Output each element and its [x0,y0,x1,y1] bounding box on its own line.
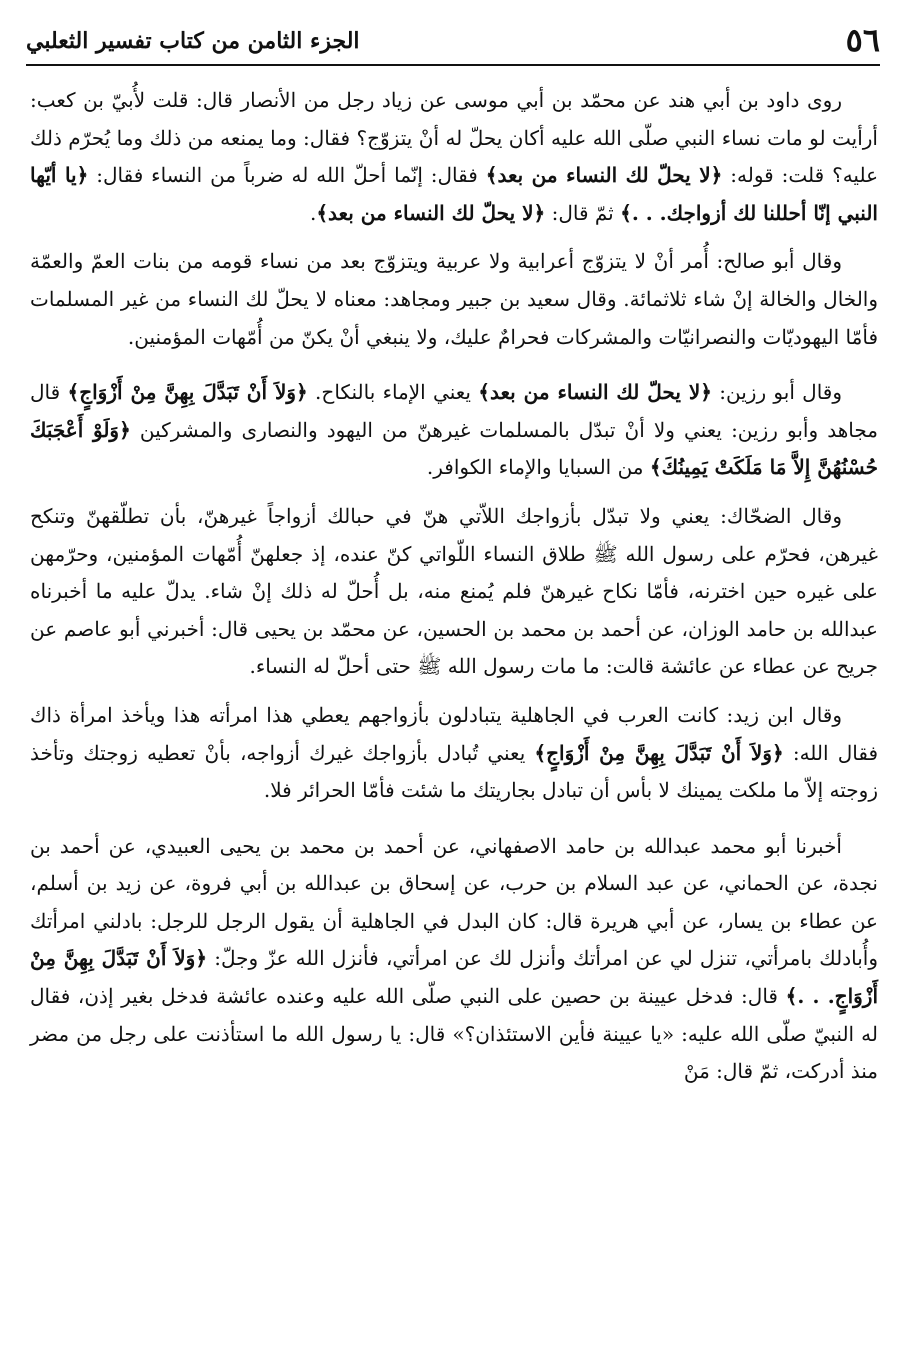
text-segment: أخبرنا أبو محمد عبدالله بن حامد الاصفهاني، عن أحمد بن محمد بن يحيى العبيدي، عن أحمد بن نجدة، عن الحماني، عن عبد السلام بن حرب، عن إسحاق بن عبدالله بن أبي فروة، عن زيد بن أسلم، عن عطاء بن يسار، عن أبي هريرة قال: كان البدل في الجاهلية أن يقول الرجل للرجل: بادلني امرأتك وأُبادلك بامرأتي، تنزل لي عن امرأتك وأنزل لك عن امرأتي، فأنزل الله عزّ وجلّ: [30,833,878,971]
quran-quote: ﴿وَلاَ أَنْ تَبَدَّلَ بِهِنَّ مِنْ أَزْوَاجٍ. . .﴾ [30,946,879,1009]
text-segment: وقال أبو صالح: أُمر أنْ لا يتزوّج أعرابية ولا عربية ويتزوّج بعد من نساء قومه من بنات العمّ والعمّة والخال والخالة إنْ شاء ثلاثمائة. وقال سعيد بن جبير ومجاهد: معناه لا يحلّ لك النساء من غير المسلمات فأمّا اليهوديّات والنصرانيّات والمشركات فحرامٌ عليك، ولا ينبغي أنْ يكنّ من أُمّهات المؤمنين. [30,249,879,349]
text-segment: قال: فدخل عيينة بن حصين على النبي صلّى الله عليه وعنده عائشة فدخل بغير إذن، فقال له النبيّ صلّى الله عليه: «يا عيينة فأين الاستئذان؟» قال: يا رسول الله ما استأذنت على رجل من مضر منذ أدركت، ثمّ قال: مَنْ [30,984,878,1084]
text-segment: روى داود بن أبي هند عن محمّد بن أبي موسى عن زياد رجل من الأنصار قال: قلت لأُبيّ بن كعب: أرأيت لو مات نساء النبي صلّى الله عليه أكان يحلّ له أنْ يتزوّج؟ فقال: وما يمنعه من ذلك وما يُحرّم ذلك عليه؟ قلت: قوله: [30,88,879,188]
page-header [26,22,880,62]
text-segment: ثمّ قال: [545,200,621,225]
text-segment: قال مجاهد وأبو رزين: يعني ولا أنْ تبدّل بالمسلمات غيرهنّ من اليهود والنصارى والمشركين [30,380,878,442]
quran-quote: ﴿وَلَوْ أَعْجَبَكَ حُسْنُهُنَّ إِلاَّ مَا مَلَكَتْ يَمِينُكَ﴾ [30,417,878,480]
text-segment: من السبايا والإماء الكوافر. [426,455,650,480]
header-rule [26,64,880,66]
paragraph-2 [30,243,878,356]
paragraph-3 [30,374,878,487]
body-text [30,82,878,1102]
page-number: ٥٦ [845,21,880,59]
text-segment: يعني تُبادل بأزواجك غيرك أزواجه، بأنْ تعطيه زوجتك وتأخذ زوجته إلاّ ما ملكت يمينك لا بأس أن تبادل بجاريتك ما شئت فأمّا الحرائر فلا. [30,740,878,803]
text-segment: وقال ابن زيد: كانت العرب في الجاهلية يتبادلون بأزواجهم يعطي هذا امرأته هذا ويأخذ امرأة ذاك فقال الله: [30,702,879,765]
paragraph-4 [30,498,878,686]
quran-quote: ﴿لا يحلّ لك النساء من بعد﴾ [485,163,723,188]
quran-quote: ﴿لا يحلّ لك النساء من بعد﴾ [478,380,712,405]
paragraph-6 [30,828,878,1091]
text-segment: وقال أبو رزين: [711,380,843,405]
text-segment: . [309,200,317,225]
paragraph-5 [30,697,878,810]
text-segment: فقال: إنّما أحلّ الله له ضرباً من النساء فقال: [88,163,486,188]
paragraph-1 [30,82,878,232]
quran-quote: ﴿وَلاَ أَنْ تَبَدَّلَ بِهِنَّ مِنْ أَزْوَاجٍ﴾ [534,740,784,765]
quran-quote: ﴿لا يحلّ لك النساء من بعد﴾ [316,200,546,225]
quran-quote: ﴿يا أيّها النبي إنّا أحللنا لك أزواجك. . .﴾ [30,163,878,225]
text-segment: يعني الإماء بالنكاح. [307,380,479,405]
quran-quote: ﴿وَلاَ أَنْ تَبَدَّلَ بِهِنَّ مِنْ أَزْوَاجٍ﴾ [67,380,308,405]
running-title: الجزء الثامن من كتاب تفسير الثعلبي [26,28,360,54]
text-segment: وقال الضحّاك: يعني ولا تبدّل بأزواجك اللاّتي هنّ في حبالك أزواجاً غيرهنّ، بأن تطلّقهنّ وتنكح غيرهن، فحرّم على رسول الله ﷺ طلاق النساء اللّواتي كنّ عنده، إذ جعلهنّ أُمّهات المؤمنين، وحرّمهن على غيره حين اخترنه، فأمّا نكاح غيرهنّ فلم يُمنع منه، بل أُحلّ له ذلك إنْ شاء. يدلّ عليه ما أخبرناه عبدالله بن حامد الوزان، عن أحمد بن محمد بن الحسين، عن محمّد بن يحيى قال: أخبرني أبو عاصم عن جريح عن عطاء عن عائشة قالت: ما مات رسول الله ﷺ حتى أحلّ له النساء. [30,503,878,679]
